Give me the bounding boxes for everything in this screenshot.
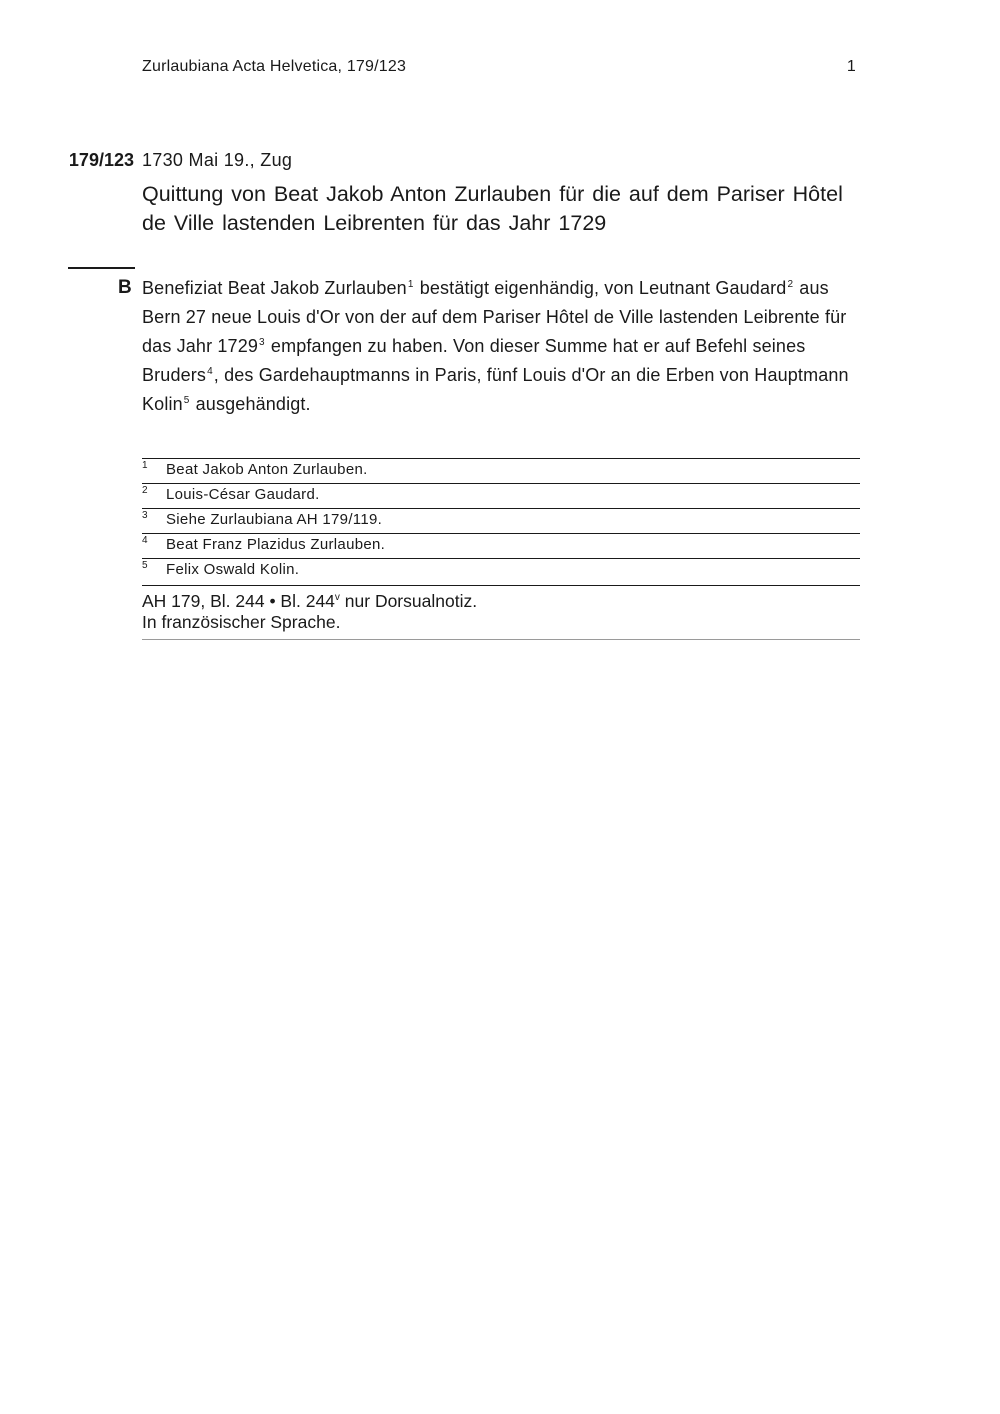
document-title: Quittung von Beat Jakob Anton Zurlauben für die auf dem Pariser Hôtel de Ville lastenden Leibrenten für das Jahr 1729 bbox=[142, 182, 843, 235]
footnote-text: Beat Jakob Anton Zurlauben. bbox=[166, 461, 368, 478]
footnote-ref[interactable]: 5 bbox=[183, 395, 190, 406]
footnote-ref[interactable]: 3 bbox=[259, 337, 265, 348]
footnote-item bbox=[142, 509, 860, 534]
summary-text: aus Bern 27 neue Louis d'Or von der auf dem Pariser Hôtel de Ville lastenden Leibrente für das Jahr 1729 bbox=[142, 278, 847, 356]
source-language: In französischer Sprache. bbox=[142, 612, 341, 632]
footnote-item bbox=[142, 459, 860, 484]
source-block bbox=[142, 585, 860, 640]
footnote-text: Siehe Zurlaubiana AH 179/119. bbox=[166, 511, 383, 528]
footnote-text: Beat Franz Plazidus Zurlauben. bbox=[166, 536, 386, 553]
footnote-text: Louis-César Gaudard. bbox=[166, 486, 320, 503]
source-location-note: nur Dorsualnotiz. bbox=[339, 591, 478, 611]
document-number: 179/123 bbox=[68, 150, 134, 170]
document-date-place: 1730 Mai 19., Zug bbox=[142, 150, 293, 170]
footnote-mark: 4 bbox=[142, 535, 148, 546]
footnote-mark: 2 bbox=[142, 485, 148, 496]
running-header bbox=[142, 58, 860, 76]
footnote-mark: 1 bbox=[142, 460, 148, 471]
summary-text: empfangen zu haben. Von dieser Summe hat er auf Befehl seines Bruders bbox=[142, 336, 806, 385]
footnote-list bbox=[142, 458, 860, 585]
page-number: 1 bbox=[846, 58, 856, 75]
document-type-letter: B bbox=[118, 277, 132, 298]
source-location bbox=[142, 591, 860, 612]
footnote-item bbox=[142, 484, 860, 509]
footnote-ref[interactable]: 2 bbox=[787, 279, 794, 290]
footnote-mark: 3 bbox=[142, 510, 148, 521]
verso-mark: v bbox=[334, 592, 340, 603]
document-summary bbox=[142, 274, 862, 419]
footnote-mark: 5 bbox=[142, 560, 148, 571]
footnote-ref[interactable]: 1 bbox=[407, 279, 414, 290]
source-location-text: AH 179, Bl. 244 • Bl. 244 bbox=[142, 591, 335, 611]
footnote-item bbox=[142, 534, 860, 559]
summary-text: ausgehändigt. bbox=[190, 394, 311, 414]
summary-text: , des Gardehauptmanns in Paris, fünf Louis d'Or an die Erben von Hauptmann Kolin bbox=[142, 365, 849, 414]
summary-text: Benefiziat Beat Jakob Zurlauben bbox=[142, 278, 407, 298]
margin-rule bbox=[68, 267, 135, 269]
footnote-ref[interactable]: 4 bbox=[207, 366, 213, 377]
footnote-item bbox=[142, 559, 860, 585]
footnote-text: Felix Oswald Kolin. bbox=[166, 561, 300, 578]
running-title: Zurlaubiana Acta Helvetica, 179/123 bbox=[142, 58, 407, 75]
summary-text: bestätigt eigenhändig, von Leutnant Gaudard bbox=[414, 278, 787, 298]
